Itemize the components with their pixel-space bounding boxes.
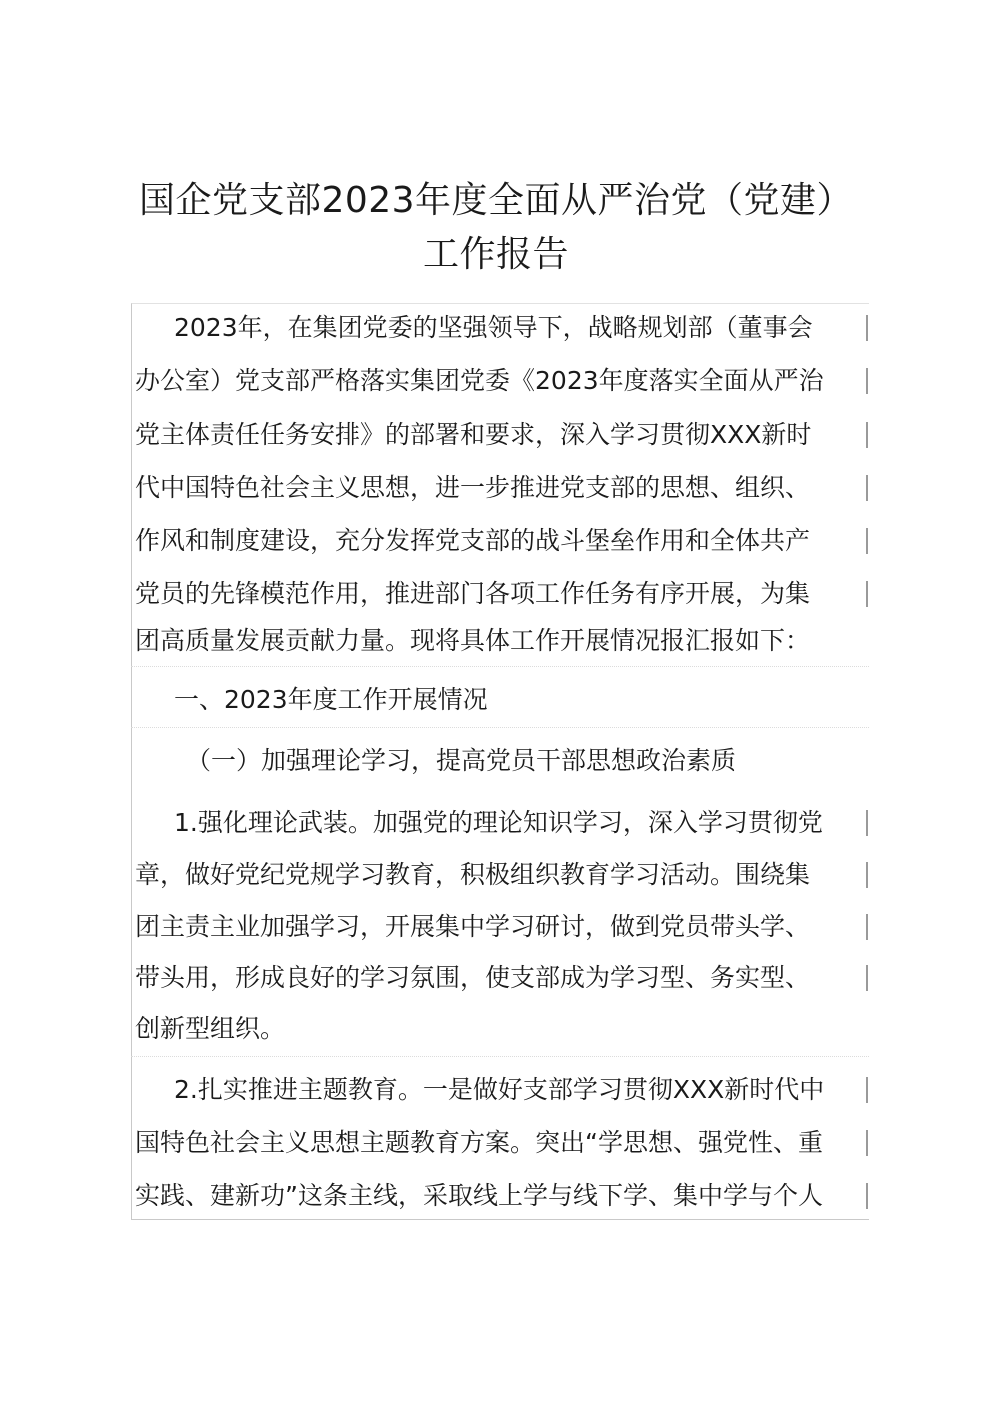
- item-paragraph-line: 团主责主业加强学习，开展集中学习研讨，做到党员带头学、: [135, 912, 811, 941]
- section-divider: [131, 1056, 869, 1057]
- intro-paragraph-line: 办公室）党支部严格落实集团党委《2023年度落实全面从严治: [135, 366, 824, 395]
- item-paragraph-line: 国特色社会主义思想主题教育方案。突出“学思想、强党性、重: [135, 1128, 823, 1157]
- item-paragraph-line: 创新型组织。: [135, 1014, 286, 1043]
- line-end-marker: [866, 315, 868, 341]
- intro-paragraph-line: 团高质量发展贡献力量。现将具体工作开展情况报汇报如下：: [135, 626, 811, 655]
- intro-paragraph-line: 代中国特色社会主义思想，进一步推进党支部的思想、组织、: [135, 473, 811, 502]
- section-divider: [131, 666, 869, 667]
- line-end-marker: [866, 422, 868, 448]
- item-paragraph-line: 1.强化理论武装。加强党的理论知识学习，深入学习贯彻党: [174, 808, 823, 837]
- line-end-marker: [866, 1077, 868, 1103]
- line-end-marker: [866, 1130, 868, 1156]
- section-divider: [131, 727, 869, 728]
- line-end-marker: [866, 810, 868, 836]
- document-title-line-2: 工作报告: [422, 234, 569, 275]
- line-end-marker: [866, 914, 868, 940]
- line-end-marker: [866, 965, 868, 991]
- line-end-marker: [866, 475, 868, 501]
- line-end-marker: [866, 862, 868, 888]
- section-heading: 一、2023年度工作开展情况: [174, 685, 488, 714]
- item-paragraph-line: 实践、建新功”这条主线，采取线上学与线下学、集中学与个人: [135, 1181, 823, 1210]
- intro-paragraph-line: 作风和制度建设，充分发挥党支部的战斗堡垒作用和全体共产: [135, 526, 811, 555]
- line-end-marker: [866, 581, 868, 607]
- intro-paragraph-line: 党员的先锋模范作用，推进部门各项工作任务有序开展，为集: [135, 579, 811, 608]
- line-end-marker: [866, 528, 868, 554]
- item-paragraph-line: 2.扎实推进主题教育。一是做好支部学习贯彻XXX新时代中: [174, 1075, 825, 1104]
- subsection-heading: （一）加强理论学习，提高党员干部思想政治素质: [186, 746, 737, 775]
- line-end-marker: [866, 1183, 868, 1209]
- intro-paragraph-line: 党主体责任任务安排》的部署和要求，深入学习贯彻XXX新时: [135, 420, 812, 449]
- document-title-line-1: 国企党支部2023年度全面从严治党（党建）: [138, 180, 854, 221]
- item-paragraph-line: 带头用，形成良好的学习氛围，使支部成为学习型、务实型、: [135, 963, 811, 992]
- line-end-marker: [866, 368, 868, 394]
- intro-paragraph-line: 2023年，在集团党委的坚强领导下，战略规划部（董事会: [174, 313, 813, 342]
- item-paragraph-line: 章，做好党纪党规学习教育，积极组织教育学习活动。围绕集: [135, 860, 811, 889]
